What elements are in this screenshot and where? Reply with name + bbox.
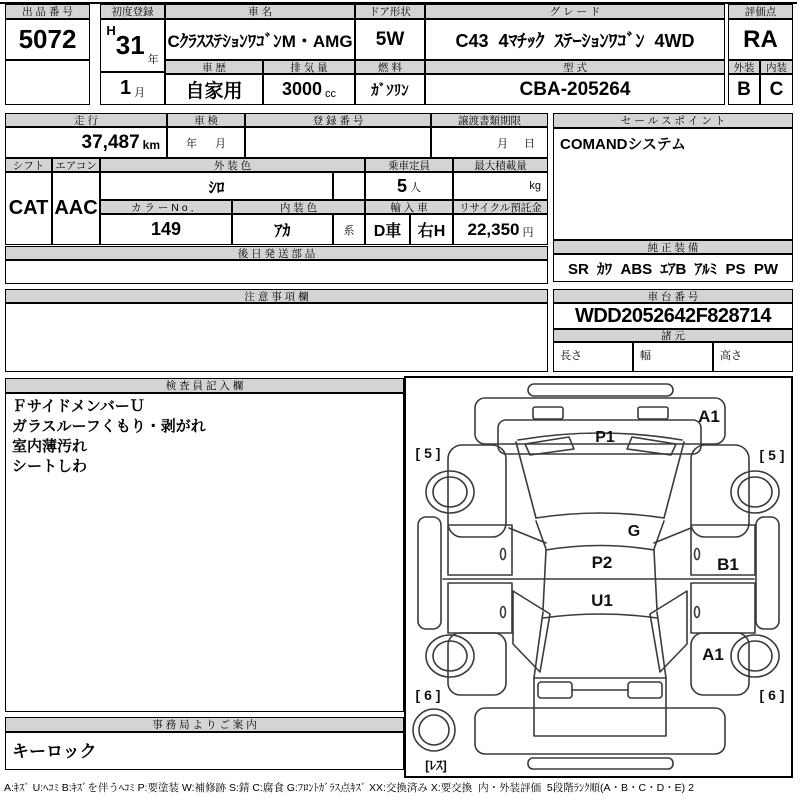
inspector-note-line: ＦサイドメンバーＵ	[12, 398, 145, 415]
grade-value: C43 4ﾏﾁｯｸ ｽﾃｰｼｮﾝﾜｺﾞﾝ 4WD	[425, 19, 725, 60]
c-pillar-right-shape	[650, 591, 687, 672]
month-value: 1	[119, 77, 132, 99]
rear-left-wheel-inner	[433, 641, 467, 671]
cabin-left-edge	[543, 550, 546, 610]
capacity-value	[365, 172, 453, 200]
aircon-header: エアコン	[52, 158, 100, 172]
grade-header: グ レ ー ド	[425, 4, 725, 19]
displacement-number: 3000	[281, 79, 323, 99]
mileage-number: 37,487	[81, 131, 140, 153]
capacity-unit: 人	[410, 182, 421, 194]
first-registration-year: 31	[115, 30, 145, 60]
score-value: RA	[728, 19, 793, 60]
corner-label-6-left: [ 6 ]	[415, 687, 441, 703]
hood-vent-right	[638, 407, 668, 419]
model-code-value: CBA-205264	[425, 74, 725, 105]
recycle-deposit-value	[453, 214, 548, 245]
model-code-header: 型 式	[425, 60, 725, 74]
shaken-year-unit: 年	[186, 137, 197, 150]
exterior-score-value: B	[728, 74, 760, 105]
notes-value	[5, 303, 548, 372]
roof-left-edge	[536, 521, 546, 549]
rear-bumper	[475, 708, 725, 754]
import-type-value: D車	[365, 214, 410, 245]
office-info-value: キーロック	[5, 732, 404, 770]
max-load-header: 最大積載量	[453, 158, 548, 172]
interior-color-suffix: 系	[333, 214, 365, 245]
car-name-value: CｸﾗｽｽﾃｼｮﾝﾜｺﾞﾝM・AMG	[165, 19, 355, 60]
interior-score-header: 内装	[760, 60, 793, 74]
damage-diagram	[406, 378, 791, 776]
cabin-right-edge	[654, 550, 657, 610]
inspector-notes-body	[5, 393, 404, 712]
damage-label-p1: P1	[595, 429, 615, 446]
first-registration-month	[100, 72, 165, 105]
door-handle	[695, 607, 700, 618]
inspector-note-line: ガラスルーフくもり・剥がれ	[12, 418, 206, 435]
lot-number-value: 5072	[5, 19, 90, 60]
shift-value: CAT	[5, 172, 52, 245]
car-name-header: 車 名	[165, 4, 355, 19]
specs-header: 諸 元	[553, 329, 793, 342]
era-letter: H	[106, 23, 116, 38]
shaken-value	[167, 127, 245, 158]
color-no-header: カ ラ ー N o ．	[100, 200, 232, 214]
roof-right-edge	[654, 521, 664, 549]
door-shape-header: ドア形状	[355, 4, 425, 19]
transfer-day-unit: 日	[524, 137, 535, 150]
fuel-header: 燃 料	[355, 60, 425, 74]
aircon-value: AAC	[52, 172, 100, 245]
corner-label-5-left: [ 5 ]	[415, 445, 441, 461]
hood-vent-left	[533, 407, 563, 419]
recycle-deposit-unit: 円	[522, 227, 534, 239]
history-header: 車 歴	[165, 60, 263, 74]
left-rocker-strip	[418, 517, 441, 629]
import-header: 輸 入 車	[365, 200, 453, 214]
front-left-fender	[448, 445, 506, 537]
rear-window-arc	[543, 614, 657, 618]
score-header: 評価点	[728, 4, 793, 19]
interior-color-value: ｱｶ	[232, 214, 333, 245]
damage-label-g: G	[627, 523, 641, 540]
damage-label-b1: B1	[717, 555, 739, 574]
rear-right-wheel-inner	[738, 641, 772, 671]
corner-label-6-right: [ 6 ]	[759, 687, 785, 703]
office-info-header: 事 務 局 よ り ご 案 内	[5, 717, 404, 732]
front-right-wheel-inner	[738, 477, 772, 507]
rear-left-door	[448, 583, 512, 633]
capacity-header: 乗車定員	[365, 158, 453, 172]
transfer-month-unit: 月	[497, 137, 508, 150]
displacement-unit: cc	[325, 88, 337, 100]
inspector-note-line: シートしわ	[12, 458, 88, 475]
displacement-header: 排 気 量	[263, 60, 355, 74]
tailgate-panel	[534, 678, 666, 736]
c-pillar-left-shape	[513, 591, 550, 672]
sunroof-front-arc	[536, 513, 664, 518]
mileage-value	[5, 127, 167, 158]
transfer-deadline-header: 譲渡書類期限	[431, 113, 548, 127]
capacity-number: 5	[396, 175, 407, 196]
import-handle-value: 右H	[410, 214, 453, 245]
door-handle	[501, 607, 506, 618]
recycle-deposit-header: リサイクル預託金	[453, 200, 548, 214]
right-rocker-strip	[756, 517, 779, 629]
registration-no-header: 登 録 番 号	[245, 113, 431, 127]
door-handle	[501, 549, 506, 560]
door-shape-value: 5W	[355, 19, 425, 60]
color-no-value: 149	[100, 214, 232, 245]
lot-number-header: 出 品 番 号	[5, 4, 90, 19]
fuel-value: ｶﾞｿﾘﾝ	[355, 74, 425, 105]
taillight-right	[628, 682, 662, 698]
exterior-color-suffix-cell	[333, 172, 365, 200]
damage-label-a1-front: A1	[698, 407, 720, 426]
damage-label-u1: U1	[591, 591, 613, 610]
spec-length-cell: 長さ	[553, 342, 633, 372]
spare-tire-inner	[419, 715, 449, 745]
vin-header: 車 台 番 号	[553, 289, 793, 303]
exterior-color-value: ｼﾛ	[100, 172, 333, 200]
spec-height-cell: 高さ	[713, 342, 793, 372]
lot-number-empty-cell	[5, 60, 90, 105]
sales-point-header: セ ー ル ス ポ イ ン ト	[553, 113, 793, 128]
later-parts-value	[5, 260, 548, 284]
rear-bumper-strip	[528, 758, 673, 769]
damage-label-a1-rear: A1	[702, 645, 724, 664]
inspector-notes-header: 検 査 員 記 入 欄	[5, 378, 404, 393]
shift-header: シフト	[5, 158, 52, 172]
year-unit: 年	[147, 54, 159, 66]
taillight-left	[538, 682, 572, 698]
door-handle	[695, 549, 700, 560]
corner-label-5-right: [ 5 ]	[759, 447, 785, 463]
shaken-month-unit: 月	[215, 137, 226, 150]
interior-color-header: 内 装 色	[232, 200, 365, 214]
spec-width-cell: 幅	[633, 342, 713, 372]
damage-diagram-box	[404, 376, 793, 778]
wiper-blade-right	[627, 437, 676, 455]
wiper-blade-left	[525, 437, 574, 455]
first-registration-header: 初度登録	[100, 4, 165, 19]
exterior-score-header: 外装	[728, 60, 760, 74]
displacement-value	[263, 74, 355, 105]
oem-equipment-value: SR ｶﾜ ABS ｴｱB ｱﾙﾐ PS PW	[553, 254, 793, 282]
damage-label-p2: P2	[591, 553, 613, 572]
sales-point-value: COMANDシステム	[553, 128, 793, 240]
roof-rear-arc	[546, 546, 654, 551]
month-unit: 月	[134, 87, 146, 99]
mileage-unit: km	[142, 138, 160, 152]
later-parts-header: 後 日 発 送 部 品	[5, 246, 548, 260]
front-right-fender	[691, 445, 749, 537]
oem-equipment-header: 純 正 装 備	[553, 240, 793, 254]
notes-header: 注 意 事 項 欄	[5, 289, 548, 303]
max-load-value: kg	[453, 172, 548, 200]
rear-right-door	[691, 583, 755, 633]
first-registration-value	[100, 19, 165, 72]
vin-value: WDD2052642F828714	[553, 303, 793, 329]
front-bumper-strip	[528, 384, 673, 396]
mileage-header: 走 行	[5, 113, 167, 127]
exterior-color-header: 外 装 色	[100, 158, 365, 172]
interior-score-value: C	[760, 74, 793, 105]
shaken-header: 車 検	[167, 113, 245, 127]
recycle-deposit-number: 22,350	[467, 219, 520, 239]
registration-no-value	[245, 127, 431, 158]
front-left-wheel-inner	[433, 477, 467, 507]
history-value: 自家用	[165, 74, 263, 105]
damage-code-legend: A:ｷｽﾞ U:ﾍｺﾐ B:ｷｽﾞを伴うﾍｺﾐ P:要塗装 W:補修跡 S:錆 C:腐食 G:ﾌﾛﾝﾄｶﾞﾗｽ点ｷｽﾞ XX:交換済み X:要交換 内・外装評価 5段階ﾗﾝｸ順(A・B・C・D・E) 2	[4, 782, 694, 794]
spare-tire-label: [ﾚｽ]	[425, 758, 447, 773]
inspector-note-line: 室内薄汚れ	[12, 438, 88, 455]
transfer-deadline-value	[431, 127, 548, 158]
